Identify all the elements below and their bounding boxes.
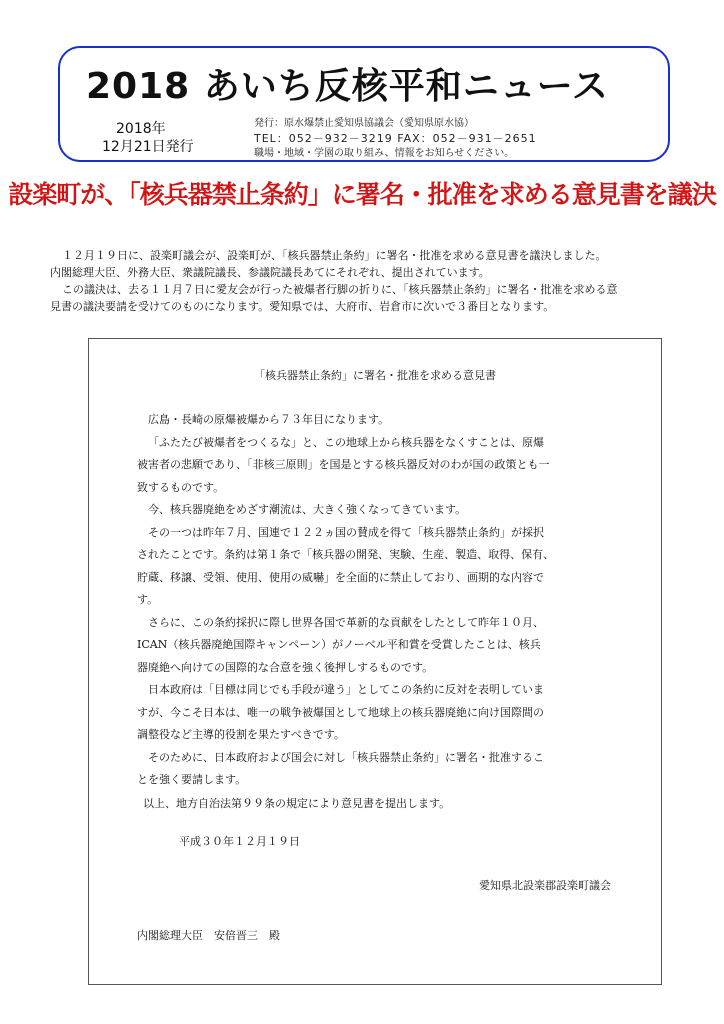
opinion-line: す。 [137, 593, 159, 606]
publisher-note: 職場・地域・学園の取り組み、情報をお知らせください。 [254, 148, 515, 159]
intro-line: 見書の議決要請を受けてのものになります。愛知県では、大府市、岩倉市に次いで３番目となります。 [50, 300, 555, 313]
opinion-line: そのために、日本政府および国会に対し「核兵器禁止条約」に署名・批准するこ [148, 750, 544, 764]
opinion-line: すが、今こそ日本は、唯一の戦争被爆国として地球上の核兵器廃絶に向け国際間の [137, 705, 544, 719]
opinion-line: されたことです。条約は第１条で「核兵器の開発、実験、生産、製造、取得、保有、 [137, 548, 555, 561]
opinion-document [88, 338, 662, 985]
issue-year: 2018年 [116, 121, 166, 137]
opinion-line: 調整役など主導的役割を果たすべきです。 [137, 728, 345, 741]
newsletter-title: 2018 あいち反核平和ニュース [86, 66, 609, 107]
opinion-line: さらに、この条約採択に際し世界各国で革新的な貢献をしたとして昨年１０月、 [148, 615, 544, 629]
opinion-line: 今、核兵器廃絶をめざす潮流は、大きく強くなってきています。 [148, 503, 467, 516]
intro-line: １２月１９日に、設楽町議会が、設楽町が、「核兵器禁止条約」に署名・批准を求める意見書を議決しました。 [62, 249, 607, 262]
publisher-info [254, 116, 537, 161]
newsletter-header [58, 46, 670, 162]
opinion-line: 被害者の悲願であり、「非核三原則」を国是とする核兵器反対のわが国の政策とも一 [137, 458, 550, 471]
opinion-recipient: 内閣総理大臣 安倍晋三 殿 [137, 929, 280, 942]
intro-line: この議決は、去る１１月７日に愛友会が行った被爆者行脚の折りに、「核兵器禁止条約」に署名・批准を求める意 [62, 283, 618, 296]
opinion-title: 「核兵器禁止条約」に署名・批准を求める意見書 [254, 369, 496, 382]
opinion-date: 平成３０年１２月１９日 [179, 835, 300, 848]
opinion-line: 器廃絶へ向けての国際的な合意を強く後押しするものです。 [137, 660, 434, 674]
publisher-name: 発行：原水爆禁止愛知県協議会（愛知県原水協） [254, 118, 474, 129]
headline: 設楽町が、「核兵器禁止条約」に署名・批准を求める意見書を議決 [8, 180, 716, 209]
opinion-line: 日本政府は「目標は同じでも手段が違う」としてこの条約に反対を表明していま [148, 683, 544, 696]
opinion-organization: 愛知県北設楽郡設楽町議会 [479, 879, 611, 892]
opinion-body [137, 409, 637, 792]
opinion-line: 貯蔵、移譲、受領、使用、使用の威嚇」を全面的に禁止しており、画期的な内容で [137, 570, 544, 584]
intro-text [50, 247, 690, 315]
issue-date: 12月21日発行 [102, 139, 194, 155]
opinion-line: とを強く要請します。 [137, 773, 247, 786]
opinion-line: その一つは昨年７月、国連で１２２ヵ国の賛成を得て「核兵器禁止条約」が採択 [148, 525, 544, 539]
opinion-line: 「ふたたび被爆者をつくるな」と、この地球上から核兵器をなくすことは、原爆 [148, 435, 544, 449]
publisher-contact: TEL：052－932－3219 FAX：052－931－2651 [254, 132, 537, 145]
opinion-line: 致するものです。 [137, 480, 225, 494]
opinion-closing: 以上、地方自治法第９９条の規定により意見書を提出します。 [143, 797, 451, 810]
opinion-line: 広島・長崎の原爆被爆から７３年目になります。 [148, 413, 390, 426]
opinion-line: ICAN（核兵器廃絶国際キャンペーン）がノーベル平和賞を受賞したことは、核兵 [137, 638, 541, 651]
intro-line: 内閣総理大臣、外務大臣、衆議院議長、参議院議長あてにそれぞれ、提出されています。 [50, 266, 490, 279]
